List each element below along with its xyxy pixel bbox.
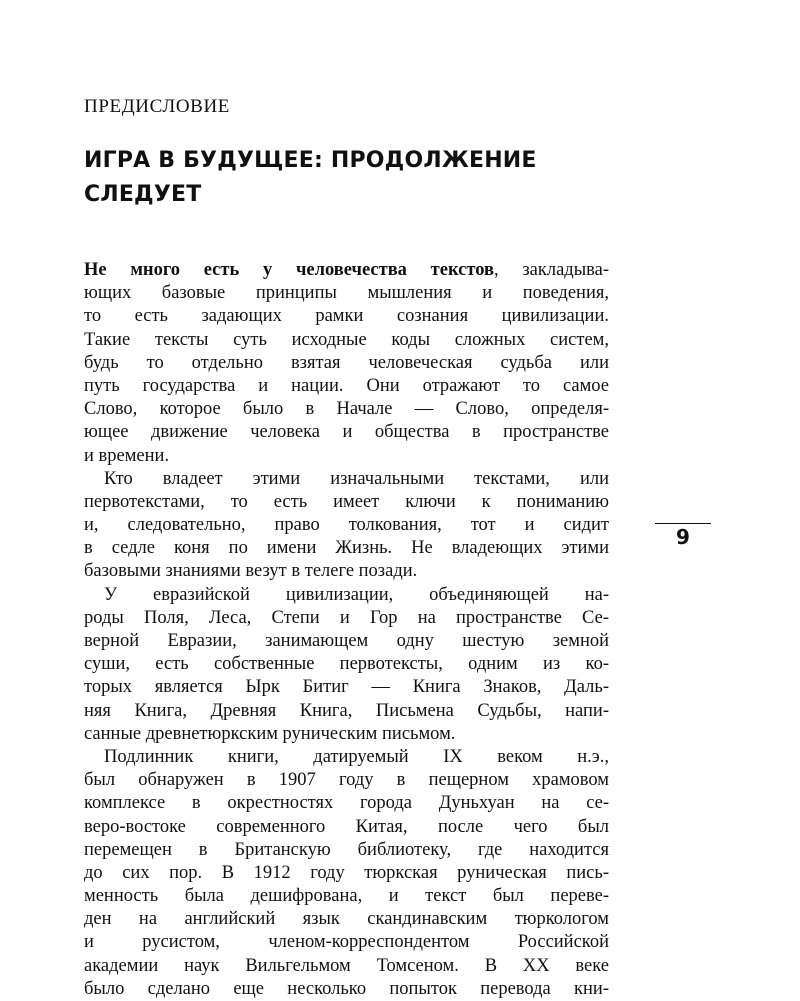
text-line: Кто владеет этими изначальными текстами, или	[104, 468, 609, 489]
text-line: в седле коня по имени Жизнь. Не владеющих этими	[84, 538, 609, 559]
text-line: перемещен в Британскую библиотеку, где находится	[84, 839, 609, 860]
text-line: Подлинник книги, датируемый IX веком н.э.,	[104, 746, 609, 767]
text-line: ющих базовые принципы мышления и поведения,	[84, 283, 609, 304]
chapter-title-line: СЛЕДУЕТ	[84, 182, 202, 207]
text-line: ющее движение человека и общества в пространстве	[84, 422, 609, 443]
text-line: Не много есть у человечества текстов, закладыва-	[84, 260, 610, 280]
body-text	[84, 259, 609, 1001]
text-line: веро-востоке современного Китая, после чего был	[84, 816, 609, 837]
text-line: роды Поля, Леса, Степи и Гор на пространстве Се-	[84, 607, 609, 628]
lead-phrase: Не много есть у человечества текстов	[84, 260, 494, 280]
text-line: то есть задающих рамки сознания цивилизации.	[84, 306, 609, 327]
text-line: путь государства и нации. Они отражают то самое	[84, 375, 609, 396]
text-line: санные древнетюркским руническим письмом.	[84, 723, 456, 744]
chapter-title	[84, 144, 644, 212]
text-line: первотекстами, то есть имеет ключи к пониманию	[84, 491, 609, 512]
text-line: торых является Ырк Битиг — Книга Знаков, Даль-	[84, 677, 609, 698]
text-line: У евразийской цивилизации, объединяющей на-	[104, 584, 609, 605]
page-number: 9	[676, 525, 690, 549]
text-line: верной Евразии, занимающем одну шестую земной	[84, 631, 609, 651]
text-line: был обнаружен в 1907 году в пещерном храмовом	[84, 770, 609, 791]
text-line: ден на английский язык скандинавским тюркологом	[84, 909, 609, 930]
text-line: менность была дешифрована, и текст был переве-	[84, 886, 609, 907]
text-line: академии наук Вильгельмом Томсеном. В XX веке	[84, 955, 609, 976]
text-line: базовыми знаниями везут в телеге позади.	[84, 561, 418, 582]
text-line: и русистом, членом-корреспондентом Российской	[84, 932, 609, 953]
text-line: до сих пор. В 1912 году тюркская руническая пись-	[84, 862, 609, 883]
text-line: Такие тексты суть исходные коды сложных систем,	[84, 329, 609, 350]
text-line: и времени.	[84, 445, 170, 466]
text-line: няя Книга, Древняя Книга, Письмена Судьбы, напи-	[84, 700, 609, 721]
text-line: и, следовательно, право толкования, тот и сидит	[84, 515, 609, 536]
text-line: Слово, которое было в Начале — Слово, определя-	[84, 399, 609, 420]
text-line: суши, есть собственные первотексты, одним из ко-	[84, 654, 609, 675]
text-line: комплексе в окрестностях города Дуньхуан на се-	[84, 793, 609, 814]
chapter-title-line: ИГРА В БУДУЩЕЕ: ПРОДОЛЖЕНИЕ	[84, 148, 537, 173]
section-label: ПРЕДИСЛОВИЕ	[84, 96, 230, 117]
text-line: будь то отдельно взятая человеческая судьба или	[84, 352, 609, 373]
text-line: было сделано еще несколько попыток перевода кни-	[84, 978, 609, 999]
page-number-rule	[655, 523, 711, 524]
